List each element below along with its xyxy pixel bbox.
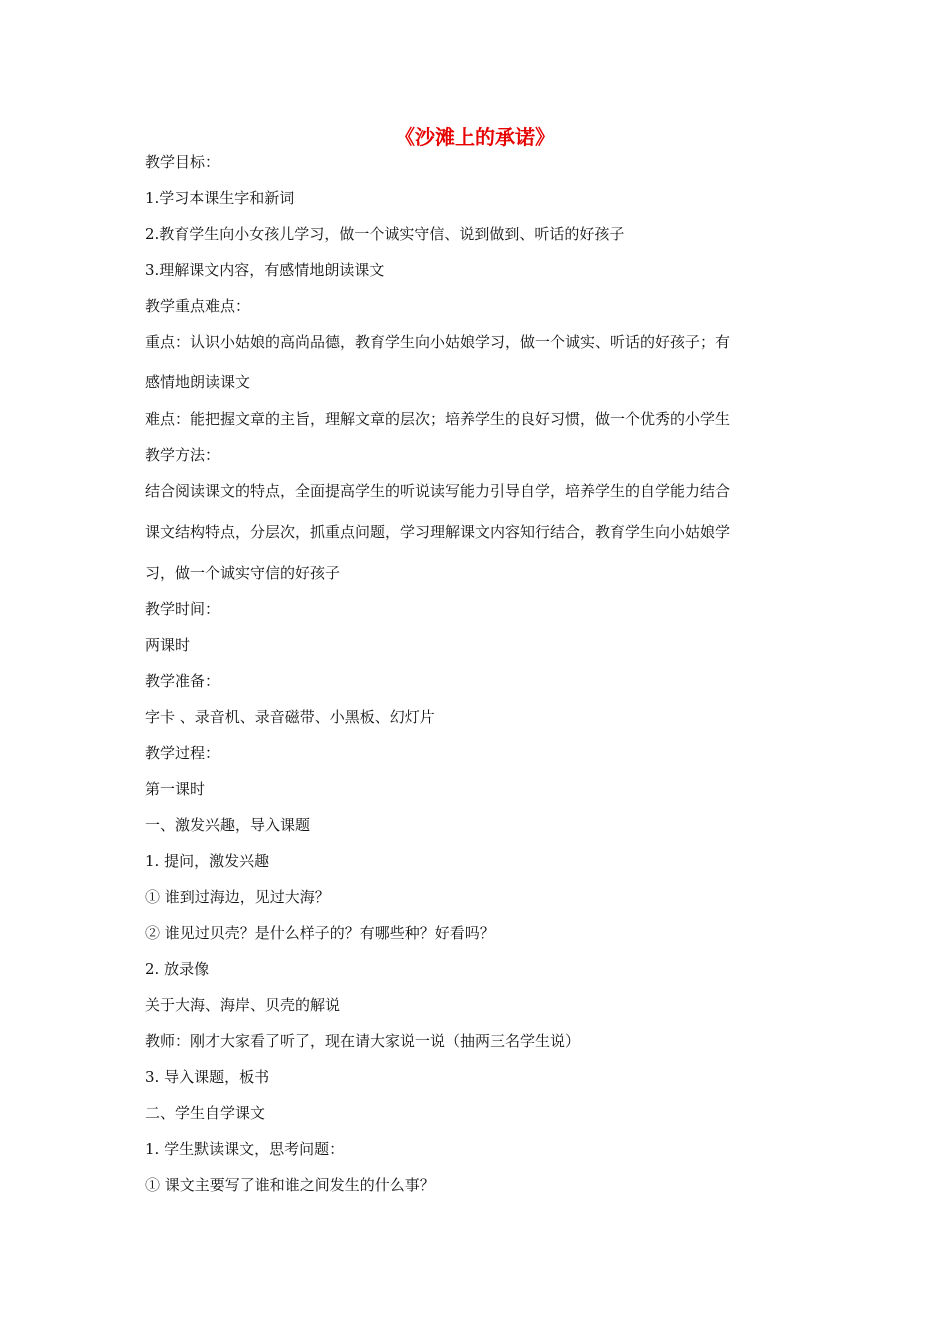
- text-line: 习，做一个诚实守信的好孩子: [145, 564, 341, 582]
- text-line: 教学过程：: [145, 744, 221, 762]
- text-line: 3.理解课文内容，有感情地朗读课文: [145, 261, 385, 279]
- text-line: 教学准备：: [145, 672, 221, 690]
- text-line: 课文结构特点，分层次，抓重点问题，学习理解课文内容知行结合，教育学生向小姑娘学: [145, 523, 731, 541]
- text-line: 2. 放录像: [145, 960, 210, 978]
- text-line: 2.教育学生向小女孩儿学习，做一个诚实守信、说到做到、听话的好孩子: [145, 225, 625, 243]
- text-line: 1. 提问，激发兴趣: [145, 852, 270, 870]
- text-line: 1.学习本课生字和新词: [145, 189, 295, 207]
- text-line: 两课时: [145, 636, 191, 654]
- text-line: 3. 导入课题，板书: [145, 1068, 270, 1086]
- text-line: ① 谁到过海边，见过大海？: [145, 888, 330, 906]
- text-line: 难点：能把握文章的主旨，理解文章的层次；培养学生的良好习惯，做一个优秀的小学生: [145, 410, 731, 428]
- text-line: 教学重点难点：: [145, 297, 251, 315]
- text-line: 教学目标：: [145, 153, 221, 171]
- text-line: 教学方法：: [145, 446, 221, 464]
- text-line: 二、学生自学课文: [145, 1104, 266, 1122]
- text-line: 1. 学生默读课文，思考问题：: [145, 1140, 345, 1158]
- text-line: 字卡 、录音机、录音磁带、小黑板、幻灯片: [145, 708, 435, 726]
- text-line: 重点：认识小姑娘的高尚品德，教育学生向小姑娘学习，做一个诚实、听话的好孩子；有: [145, 333, 731, 351]
- text-line: 关于大海、海岸、贝壳的解说: [145, 996, 341, 1014]
- text-line: 教学时间：: [145, 600, 221, 618]
- text-line: ② 谁见过贝壳？是什么样子的？有哪些种？好看吗？: [145, 924, 495, 942]
- text-line: 教师：刚才大家看了听了，现在请大家说一说（抽两三名学生说）: [145, 1032, 581, 1050]
- text-line: 第一课时: [145, 780, 206, 798]
- text-line: 一、激发兴趣，导入课题: [145, 816, 311, 834]
- document-title: 《沙滩上的承诺》: [395, 125, 555, 149]
- text-line: 结合阅读课文的特点，全面提高学生的听说读写能力引导自学，培养学生的自学能力结合: [145, 482, 731, 500]
- text-line: ① 课文主要写了谁和谁之间发生的什么事？: [145, 1176, 435, 1194]
- text-line: 感情地朗读课文: [145, 373, 251, 391]
